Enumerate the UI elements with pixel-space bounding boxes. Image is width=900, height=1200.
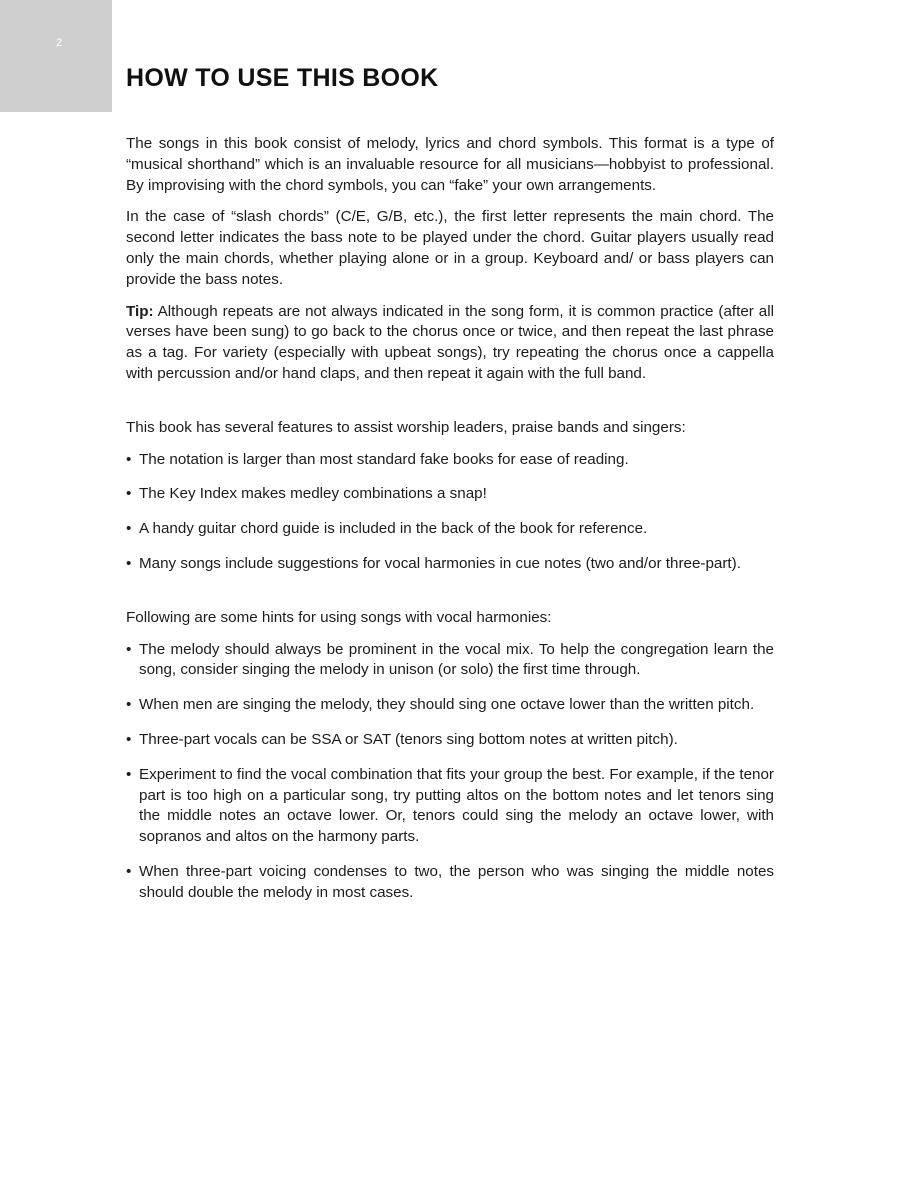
bullet-icon: • bbox=[126, 450, 132, 468]
list-item-text: Many songs include suggestions for vocal harmonies in cue notes (two and/or three-part). bbox=[139, 554, 741, 572]
harmonies-intro: Following are some hints for using songs with vocal harmonies: bbox=[126, 608, 552, 626]
bullet-icon: • bbox=[126, 554, 132, 572]
tip-label: Tip: bbox=[126, 302, 154, 320]
page-number: 2 bbox=[56, 37, 63, 49]
harmonies-list bbox=[126, 640, 774, 904]
list-item bbox=[126, 695, 774, 716]
intro-paragraph-2: In the case of “slash chords” (C/E, G/B, etc.), the first letter represents the main chord. The second letter indicates the bass note to be played under the chord. Guitar players usually read only the main chords, whether playing alone or in a group. Keyboard and/ or bass players can provide the bass notes. bbox=[126, 208, 774, 288]
list-item bbox=[126, 450, 774, 471]
bullet-icon: • bbox=[126, 485, 132, 503]
list-item-text: The Key Index makes medley combinations a snap! bbox=[139, 485, 487, 503]
list-item bbox=[126, 519, 774, 540]
list-item bbox=[126, 554, 774, 575]
page-body bbox=[126, 134, 774, 918]
bullet-icon: • bbox=[126, 696, 132, 714]
list-item-text: When three-part voicing condenses to two, the person who was singing the middle notes should double the melody in most cases. bbox=[139, 862, 774, 901]
features-intro: This book has several features to assist worship leaders, praise bands and singers: bbox=[126, 418, 686, 436]
list-item bbox=[126, 640, 774, 682]
list-item-text: The melody should always be prominent in the vocal mix. To help the congregation learn the song, consider singing the melody in unison (or solo) the first time through. bbox=[139, 640, 774, 679]
bullet-icon: • bbox=[126, 640, 132, 658]
tip-paragraph bbox=[126, 302, 774, 385]
page-number-tab bbox=[0, 0, 112, 112]
bullet-icon: • bbox=[126, 730, 132, 748]
intro-paragraph-1: The songs in this book consist of melody, lyrics and chord symbols. This format is a type of “musical shorthand” which is an invaluable resource for all musicians—hobbyist to professional. By improvising with the chord symbols, you can “fake” your own arrangements. bbox=[126, 135, 774, 194]
features-list bbox=[126, 450, 774, 575]
page-title: HOW TO USE THIS BOOK bbox=[126, 64, 439, 92]
list-item-text: The notation is larger than most standard fake books for ease of reading. bbox=[139, 450, 629, 468]
bullet-icon: • bbox=[126, 862, 132, 880]
list-item-text: Three-part vocals can be SSA or SAT (tenors sing bottom notes at written pitch). bbox=[139, 730, 678, 748]
list-item bbox=[126, 484, 774, 505]
list-item-text: When men are singing the melody, they should sing one octave lower than the written pitch. bbox=[139, 696, 755, 714]
bullet-icon: • bbox=[126, 765, 132, 783]
list-item bbox=[126, 730, 774, 751]
list-item-text: Experiment to find the vocal combination that fits your group the best. For example, if the tenor part is too high on a particular song, try putting altos on the bottom notes and let tenors sing the middle notes an octave lower. Or, tenors could sing the melody an octave lower, with sopranos and altos on the harmony parts. bbox=[139, 765, 774, 846]
tip-text: Although repeats are not always indicated in the song form, it is common practice (after all verses have been sung) to go back to the chorus once or twice, and then repeat the last phrase as a tag. For variety (especially with upbeat songs), try repeating the chorus once a cappella with percussion and/or hand claps, and then repeat it again with the full band. bbox=[126, 302, 774, 382]
list-item-text: A handy guitar chord guide is included in the back of the book for reference. bbox=[139, 520, 648, 538]
list-item bbox=[126, 862, 774, 904]
list-item bbox=[126, 765, 774, 848]
bullet-icon: • bbox=[126, 520, 132, 538]
